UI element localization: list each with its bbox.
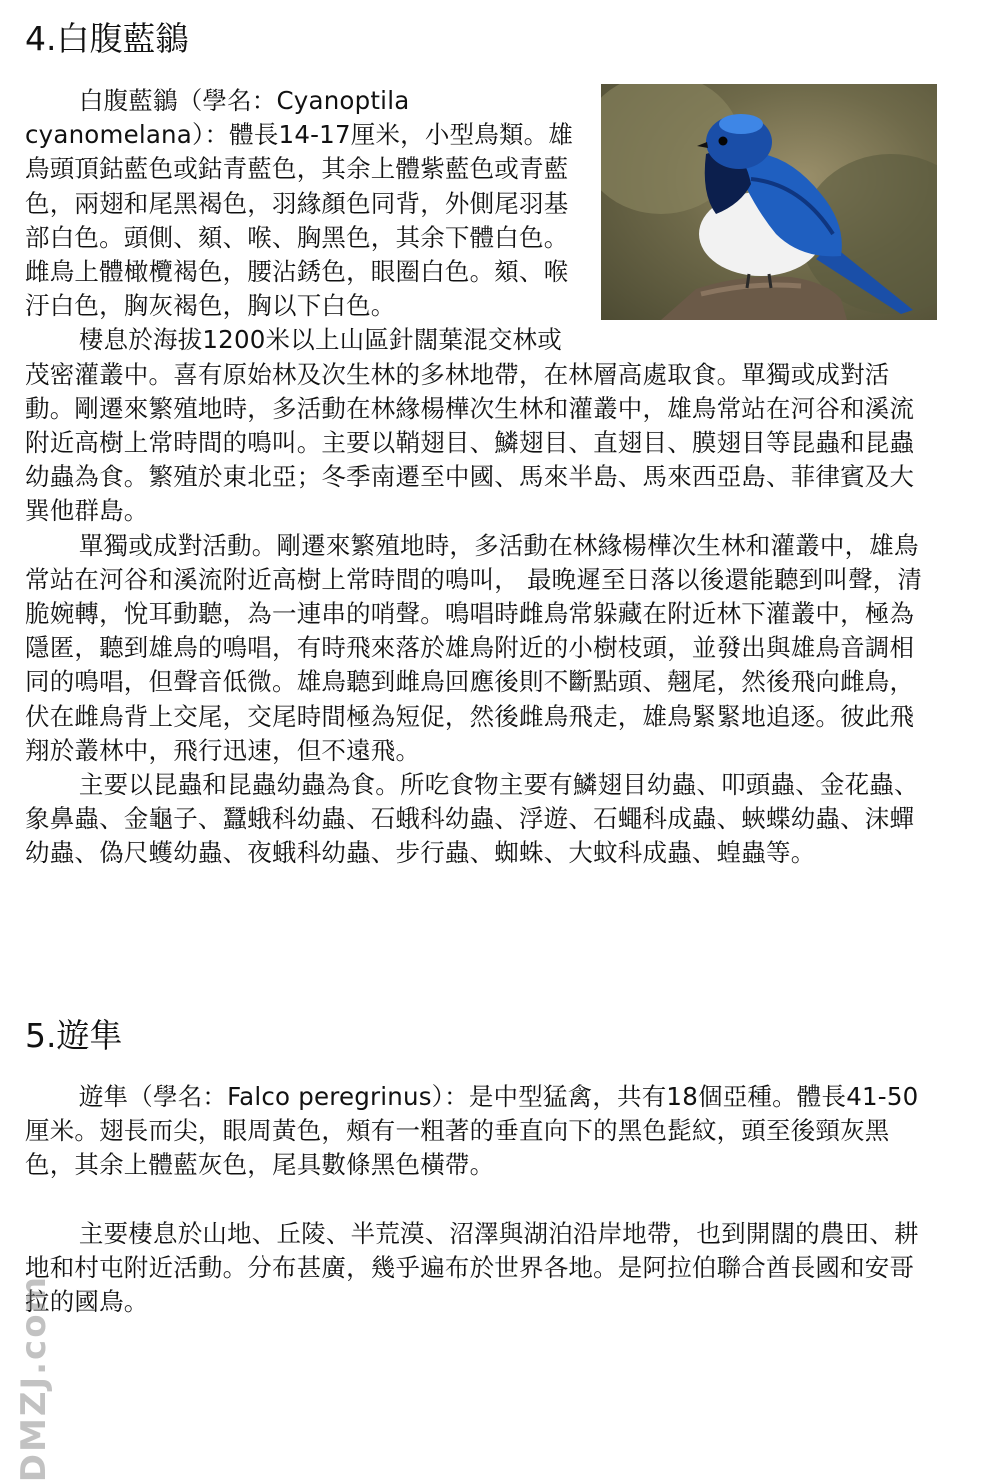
paragraph-diet: 主要以昆蟲和昆蟲幼蟲為食。所吃食物主要有鱗翅目幼蟲、叩頭蟲、金花蟲、象鼻蟲、金龜子、蠶蛾科幼蟲、石蛾科幼蟲、浮遊、石蠅科成蟲、蛺蝶幼蟲、沫蟬幼蟲、偽尺蠖幼蟲、夜蛾科幼蟲、步行蟲、蜘蛛、大蚊科成蟲、蝗蟲等。 xyxy=(25,770,919,868)
paragraph-behavior: 單獨或成對活動。剛遷來繁殖地時，多活動在林緣楊樺次生林和灌叢中，雄鳥常站在河谷和溪流附近高樹上常時間的鳴叫， 最晚遲至日落以後還能聽到叫聲，清脆婉轉，悅耳動聽，為一連串的哨聲。鳴唱時雌鳥常躲藏在附近林下灌叢中，極為隱匿，聽到雄鳥的鳴唱，有時飛來落於雄鳥附近的小樹枝頭，並發出與雄鳥音調相同的鳴唱，但聲音低微。雄鳥聽到雌鳥回應後則不斷點頭、翹尾，然後飛向雌鳥，伏在雌鳥背上交尾，交尾時間極為短促，然後雌鳥飛走，雄鳥緊緊地追逐。彼此飛翔於叢林中，飛行迅速，但不遠飛。 xyxy=(25,530,923,765)
section-blue-flycatcher xyxy=(25,84,937,871)
section-peregrine-falcon xyxy=(25,1080,937,1319)
paragraph-description: 白腹藍鶲（學名：Cyanoptila cyanomelana）：體長14-17厘米，小型鳥類。雄鳥頭頂鈷藍色或鈷青藍色，其余上體紫藍色或青藍色，兩翅和尾黑褐色，羽緣顏色同背，外側尾羽基部白色。頭側、頦、喉、胸黑色，其余下體白色。雌鳥上體橄欖褐色，腰沾銹色，眼圈白色。頦、喉汙白色，胸灰褐色，胸以下白色。 xyxy=(25,86,574,321)
branch-shape xyxy=(661,277,847,321)
site-watermark: DMZJ.com xyxy=(14,1275,54,1482)
section-heading-peregrine-falcon: 5.遊隼 xyxy=(25,1016,123,1055)
bird-photo-blue-flycatcher xyxy=(601,84,937,320)
paragraph-habitat: 棲息於海拔1200米以上山區針闊葉混交林或茂密灌叢中。喜有原始林及次生林的多林地帶，在林層高處取食。單獨或成對活動。剛遷來繁殖地時，多活動在林緣楊樺次生林和灌叢中，雄鳥常站在河谷和溪流附近高樹上常時間的鳴叫。主要以鞘翅目、鱗翅目、直翅目、膜翅目等昆蟲和昆蟲幼蟲為食。繁殖於東北亞；冬季南遷至中國、馬來半島、馬來西亞島、菲律賓及大巽他群島。 xyxy=(25,325,915,526)
section-heading-blue-flycatcher: 4.白腹藍鶲 xyxy=(25,19,189,58)
bird-illustration xyxy=(601,84,937,320)
paragraph-falcon-habitat: 主要棲息於山地、丘陵、半荒漠、沼澤與湖泊沿岸地帶，也到開闊的農田、耕地和村屯附近活動。分布甚廣，幾乎遍布於世界各地。是阿拉伯聯合酋長國和安哥拉的國鳥。 xyxy=(25,1218,919,1317)
paragraph-spacer xyxy=(25,1183,937,1217)
paragraph-falcon-description: 遊隼（學名：Falco peregrinus）：是中型猛禽，共有18個亞種。體長41-50厘米。翅長而尖，眼周黃色，頰有一粗著的垂直向下的黑色髭紋，頭至後頸灰黑色，其余上體藍灰色，尾具數條黑色橫帶。 xyxy=(25,1082,919,1180)
